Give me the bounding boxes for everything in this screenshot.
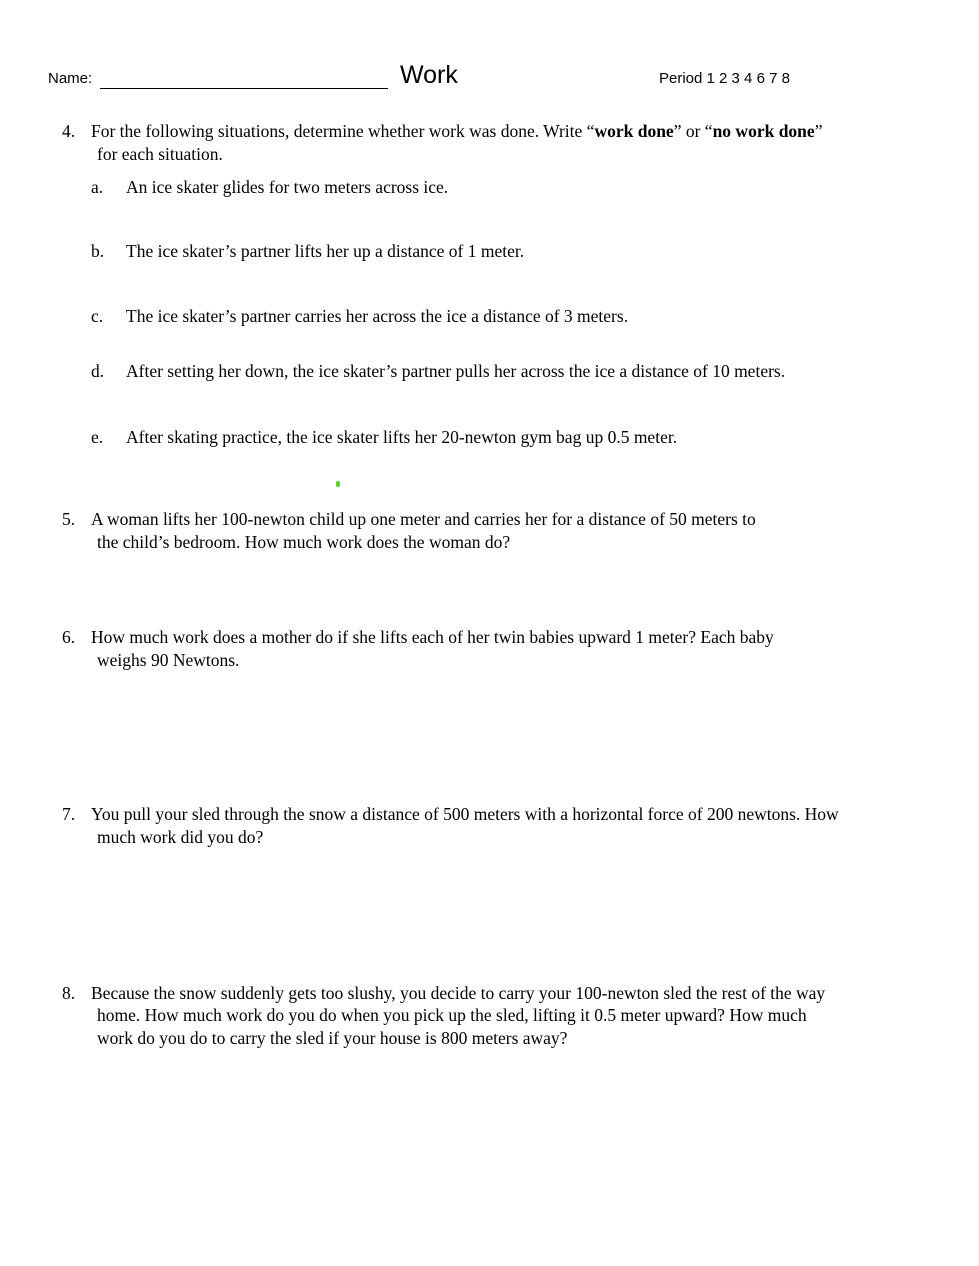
question-6-number: 6. — [62, 627, 76, 647]
item-e-label: e. — [91, 427, 104, 447]
item-b-text: The ice skater’s partner lifts her up a distance of 1 meter. — [126, 241, 525, 261]
question-4-number: 4. — [62, 121, 76, 141]
period-label: Period 1 2 3 4 6 7 8 — [659, 70, 790, 87]
question-8-line-2: home. How much work do you do when you pick up the sled, lifting it 0.5 meter upward? How much — [97, 1005, 807, 1025]
question-6-line-2: weighs 90 Newtons. — [97, 650, 240, 670]
question-5-number: 5. — [62, 509, 76, 529]
question-5-line-1: A woman lifts her 100-newton child up one meter and carries her for a distance of 50 meters to — [91, 509, 756, 529]
item-a-text: An ice skater glides for two meters across ice. — [126, 177, 449, 197]
item-c-label: c. — [91, 306, 104, 326]
question-7-number: 7. — [62, 804, 76, 824]
question-5-line-2: the child’s bedroom. How much work does the woman do? — [97, 532, 511, 552]
work-done-keyword: work done — [594, 121, 674, 141]
question-4-close-quote: ” — [814, 121, 823, 141]
question-4-intro: For the following situations, determine whether work was done. Write “ — [91, 121, 595, 141]
question-7-line-2: much work did you do? — [97, 827, 264, 847]
page-title: Work — [400, 61, 458, 89]
name-label: Name: — [48, 70, 93, 87]
question-8-line-1: Because the snow suddenly gets too slushy, you decide to carry your 100-newton sled the rest of the way — [91, 983, 826, 1003]
item-c-text: The ice skater’s partner carries her across the ice a distance of 3 meters. — [126, 306, 629, 326]
question-6-line-1: How much work does a mother do if she lifts each of her twin babies upward 1 meter? Each baby — [91, 627, 774, 647]
question-8-line-3: work do you do to carry the sled if your house is 800 meters away? — [97, 1028, 568, 1048]
question-8-number: 8. — [62, 983, 76, 1003]
question-4-or: ” or “ — [673, 121, 713, 141]
item-d-text: After setting her down, the ice skater’s partner pulls her across the ice a distance of 10 meters. — [126, 361, 786, 381]
question-7-line-1: You pull your sled through the snow a distance of 500 meters with a horizontal force of 200 newtons. How — [91, 804, 839, 824]
question-4-text — [91, 120, 822, 143]
no-work-done-keyword: no work done — [712, 121, 815, 141]
item-b-label: b. — [91, 241, 105, 261]
question-4-line-2: for each situation. — [97, 144, 223, 164]
item-e-text: After skating practice, the ice skater lifts her 20-newton gym bag up 0.5 meter. — [126, 427, 678, 447]
item-d-label: d. — [91, 361, 105, 381]
item-a-label: a. — [91, 177, 104, 197]
green-mark — [336, 481, 340, 487]
name-field[interactable] — [100, 70, 388, 89]
